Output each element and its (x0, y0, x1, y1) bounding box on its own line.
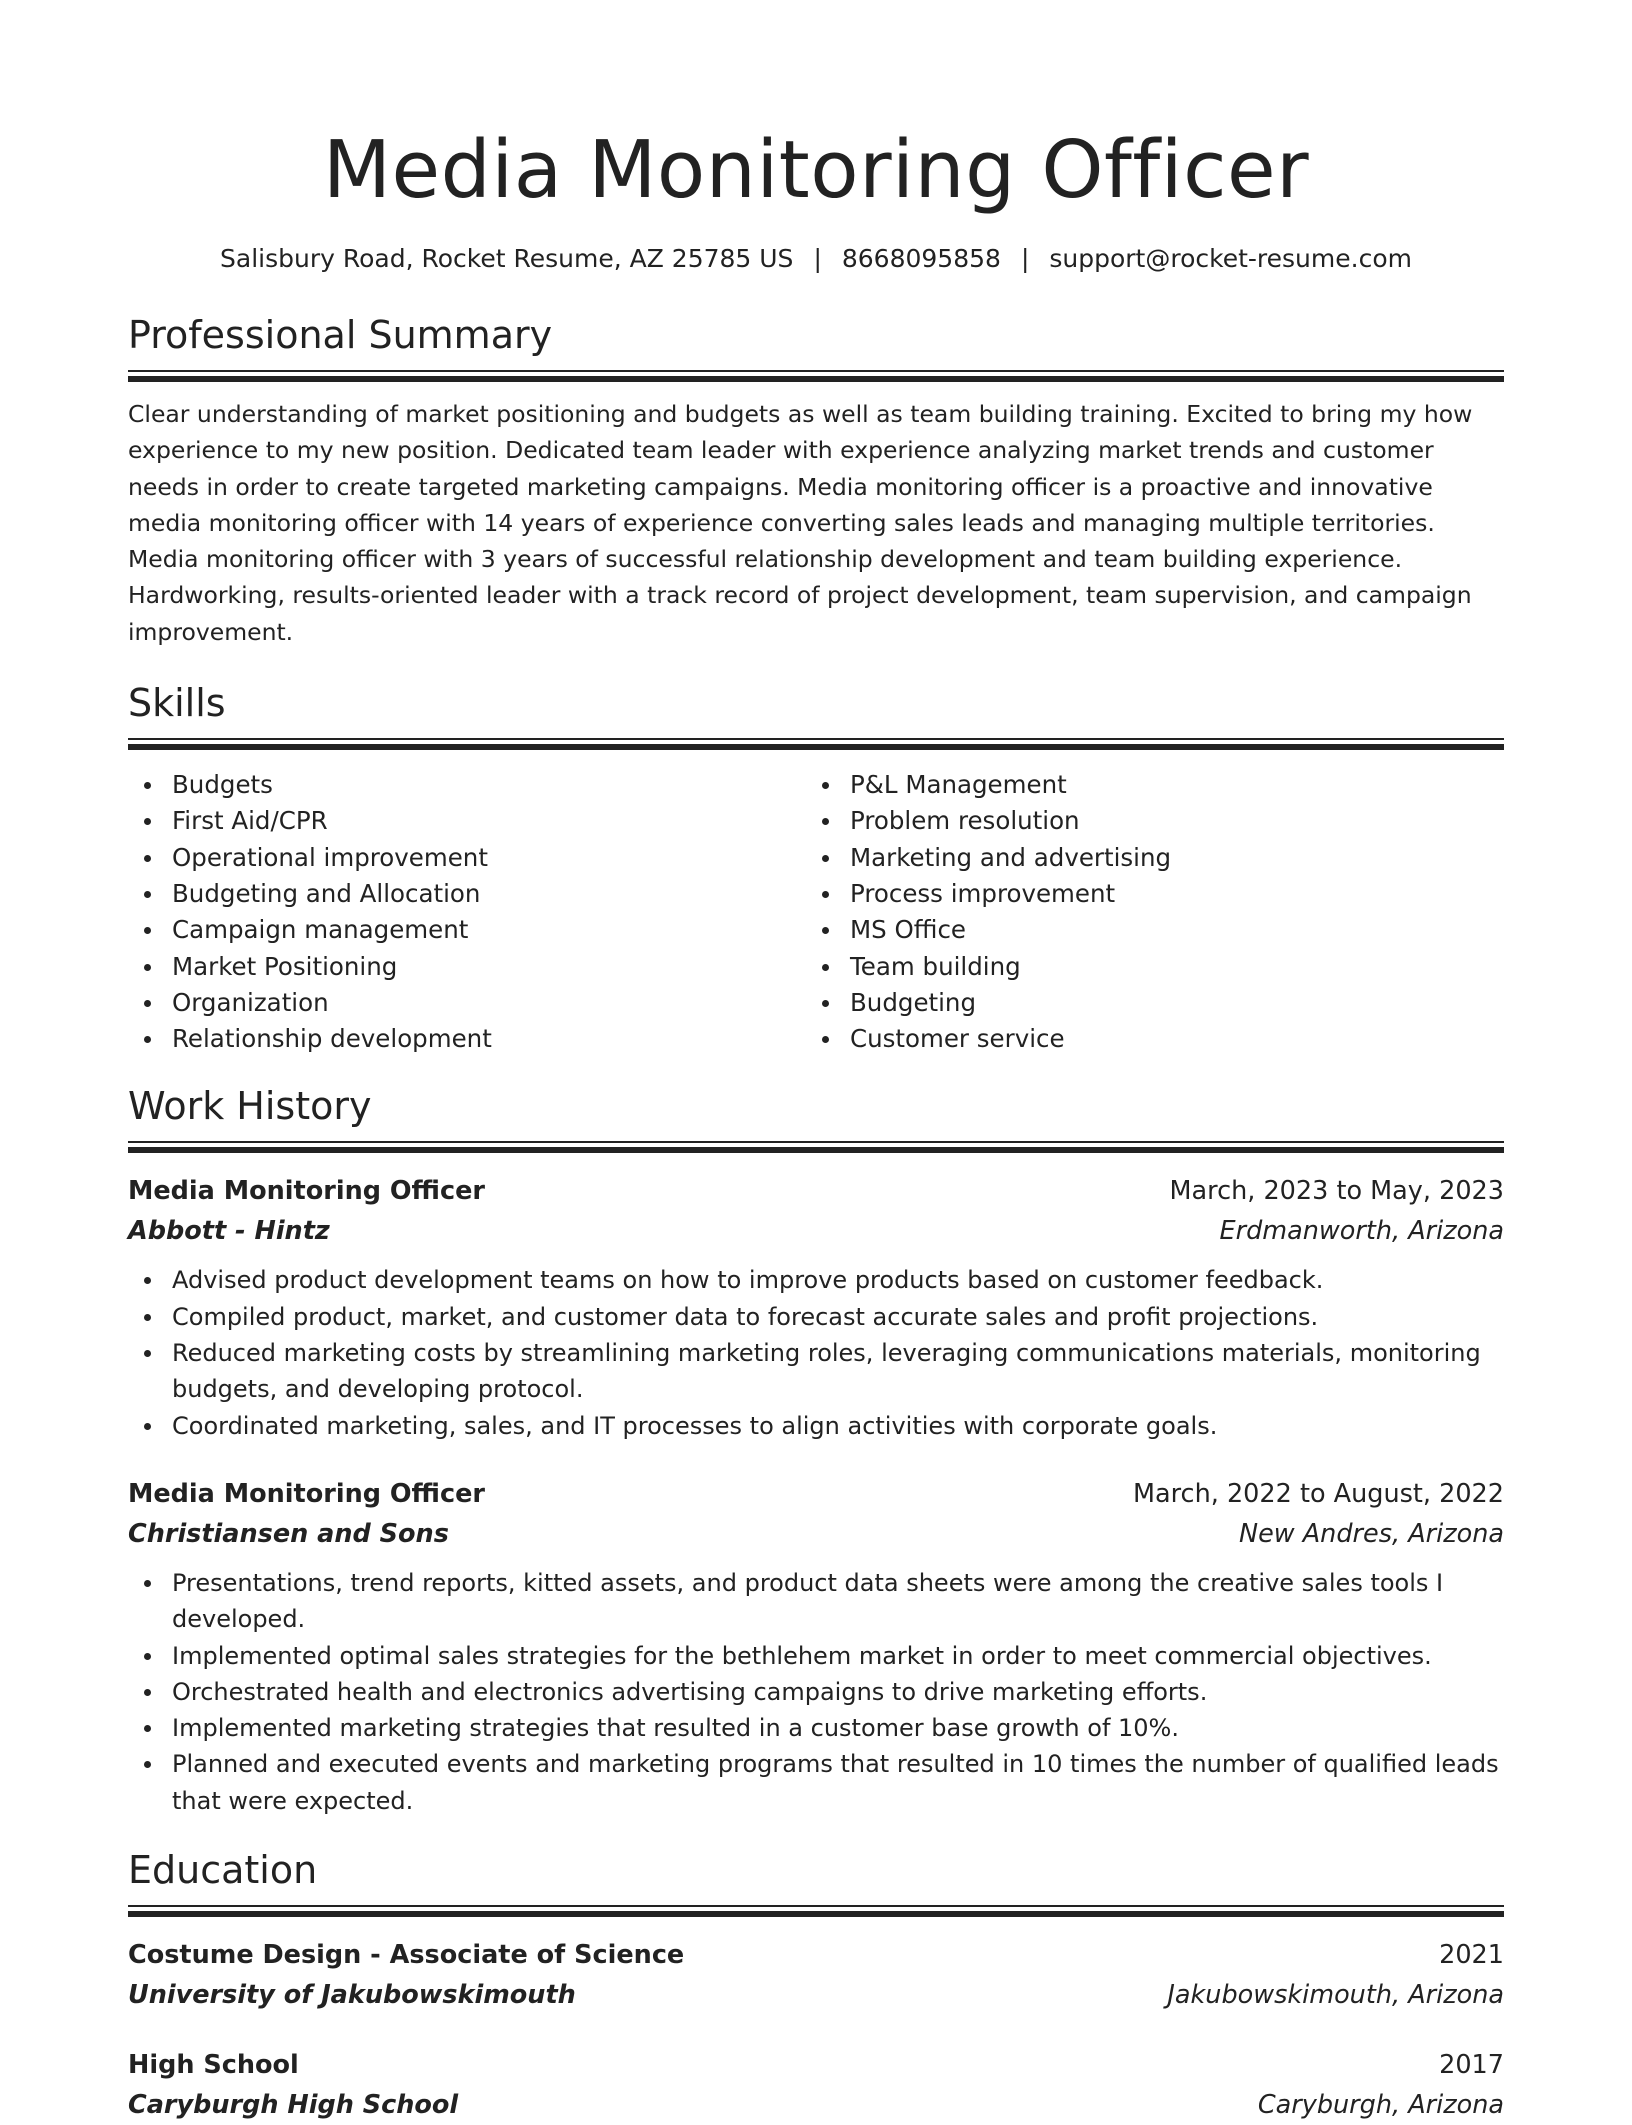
job-subheader (128, 1211, 1504, 1251)
job-bullet: Coordinated marketing, sales, and IT processes to align activities with corporate goals. (128, 1408, 1504, 1444)
job-bullet: Presentations, trend reports, kitted assets, and product data sheets were among the creative sales tools I developed. (128, 1565, 1504, 1638)
contact-email: support@rocket-resume.com (1049, 244, 1412, 273)
education-degree: Costume Design - Associate of Science (128, 1940, 685, 1971)
skill-item: Problem resolution (806, 803, 1484, 839)
job-subheader (128, 1514, 1504, 1554)
job-dates: March, 2023 to May, 2023 (1169, 1176, 1504, 1207)
work-history-heading: Work History (128, 1084, 372, 1129)
job-title: Media Monitoring Officer (128, 1176, 485, 1207)
contact-line (128, 242, 1504, 276)
education-location: Jakubowskimouth, Arizona (1167, 1980, 1504, 2011)
skills-column-left (128, 767, 806, 1057)
job-header (128, 1171, 1504, 1211)
skill-item: Relationship development (128, 1021, 806, 1057)
education-degree: High School (128, 2050, 299, 2081)
contact-separator: | (1020, 244, 1030, 273)
job-entry (128, 1474, 1504, 1819)
skill-item: Market Positioning (128, 949, 806, 985)
contact-phone: 8668095858 (841, 244, 1001, 273)
education-header (128, 2045, 1504, 2085)
education-location: Caryburgh, Arizona (1257, 2090, 1504, 2121)
skill-item: Campaign management (128, 912, 806, 948)
skill-item: Process improvement (806, 876, 1484, 912)
education-entry (128, 2045, 1504, 2125)
education-header (128, 1935, 1504, 1975)
skill-item: Budgeting (806, 985, 1484, 1021)
contact-separator: | (813, 244, 822, 273)
skills-list (128, 767, 1504, 1057)
skill-item: Operational improvement (128, 840, 806, 876)
job-location: Erdmanworth, Arizona (1219, 1216, 1504, 1247)
education-subheader (128, 2085, 1504, 2125)
job-company: Christiansen and Sons (128, 1518, 449, 1549)
job-bullets (128, 1565, 1504, 1819)
job-bullet: Planned and executed events and marketing programs that resulted in 10 times the number of qualified leads that were expected. (128, 1746, 1504, 1819)
section-divider (128, 1905, 1504, 1917)
resume-page (128, 0, 1504, 2125)
summary-heading: Professional Summary (128, 313, 553, 357)
candidate-name: Media Monitoring Officer (322, 124, 1310, 216)
section-divider (128, 370, 1504, 382)
job-bullet: Advised product development teams on how to improve products based on customer feedback. (128, 1262, 1504, 1298)
contact-address: Salisbury Road, Rocket Resume, AZ 25785 US (220, 244, 794, 273)
job-entry (128, 1171, 1504, 1443)
job-bullet: Implemented optimal sales strategies for the bethlehem market in order to meet commercial objectives. (128, 1638, 1504, 1674)
skill-item: Organization (128, 985, 806, 1021)
job-bullet: Orchestrated health and electronics advertising campaigns to drive marketing efforts. (128, 1674, 1504, 1710)
job-bullet: Reduced marketing costs by streamlining marketing roles, leveraging communications materials, monitoring budgets, and developing protocol. (128, 1335, 1504, 1408)
skill-item: Team building (806, 949, 1484, 985)
skill-item: Budgets (128, 767, 806, 803)
job-bullet: Implemented marketing strategies that resulted in a customer base growth of 10%. (128, 1710, 1504, 1746)
skill-item: Budgeting and Allocation (128, 876, 806, 912)
summary-text: Clear understanding of market positioning and budgets as well as team building training. Excited to bring my how experience to my new position. Dedicated team leader with experience analyzing market trends and customer needs in order to create targeted marketing campaigns. Media monitoring officer is a proactive and innovative media monitoring officer with 14 years of experience converting sales leads and managing multiple territories. Media monitoring officer with 3 years of successful relationship development and team building experience. Hardworking, results-oriented leader with a track record of project development, team supervision, and campaign improvement. (128, 400, 1473, 646)
job-bullets (128, 1262, 1504, 1443)
job-header (128, 1474, 1504, 1514)
education-entry (128, 1935, 1504, 2015)
job-dates: March, 2022 to August, 2022 (1133, 1478, 1504, 1509)
job-location: New Andres, Arizona (1239, 1518, 1504, 1549)
education-year: 2021 (1439, 1940, 1504, 1971)
education-heading: Education (128, 1848, 318, 1893)
section-divider (128, 738, 1504, 750)
skill-item: Marketing and advertising (806, 840, 1484, 876)
skill-item: P&L Management (806, 767, 1484, 803)
job-bullet: Compiled product, market, and customer data to forecast accurate sales and profit projections. (128, 1299, 1504, 1335)
education-year: 2017 (1439, 2050, 1504, 2081)
education-school: University of Jakubowskimouth (128, 1980, 576, 2011)
section-divider (128, 1141, 1504, 1153)
education-subheader (128, 1975, 1504, 2015)
skills-column-right (806, 767, 1484, 1057)
skill-item: First Aid/CPR (128, 803, 806, 839)
skill-item: Customer service (806, 1021, 1484, 1057)
education-school: Caryburgh High School (128, 2090, 459, 2121)
job-company: Abbott - Hintz (128, 1216, 330, 1247)
job-title: Media Monitoring Officer (128, 1478, 485, 1509)
skills-heading: Skills (128, 681, 226, 726)
skill-item: MS Office (806, 912, 1484, 948)
